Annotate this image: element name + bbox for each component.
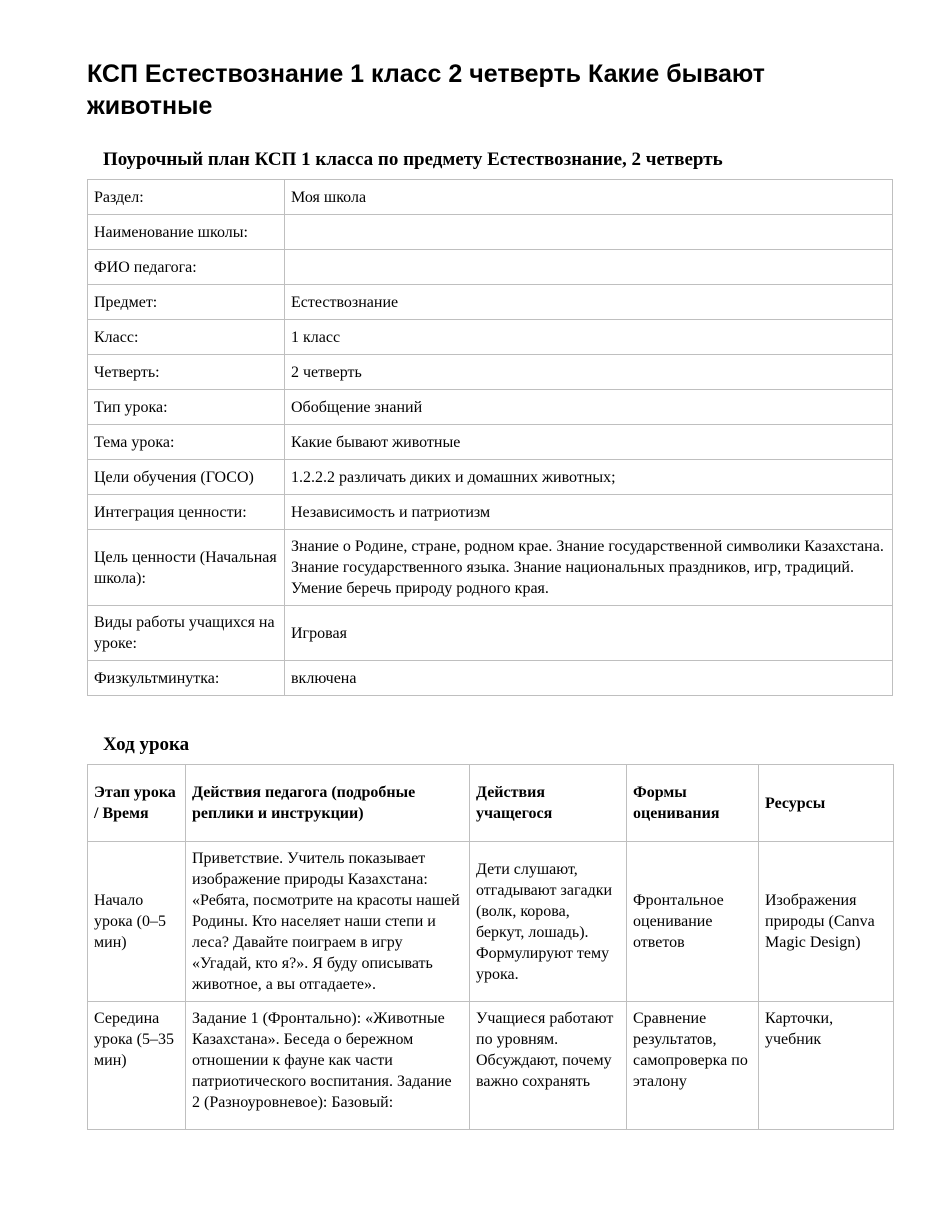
student-actions-cell: Дети слушают, отгадывают загадки (волк, корова, беркут, лошадь). Формулируют тему урока.: [470, 842, 627, 1002]
teacher-actions-cell: Задание 1 (Фронтально): «Животные Казахстана». Беседа о бережном отношении к фауне как части патриотического воспитания. Задание 2 (Разноуровневое): Базовый:: [186, 1002, 470, 1130]
page-title: КСП Естествознание 1 класс 2 четверть Какие бывают животные: [87, 60, 765, 120]
resources-cell: Изображения природы (Canva Magic Design): [759, 842, 894, 1002]
info-label: Раздел:: [88, 180, 285, 215]
info-value: Какие бывают животные: [285, 425, 893, 460]
info-row-grade: [88, 320, 893, 355]
info-label: Цели обучения (ГОСО): [88, 460, 285, 495]
info-row-subject: [88, 285, 893, 320]
stage-cell: Середина урока (5–35 мин): [88, 1002, 186, 1130]
info-row-lesson-type: [88, 390, 893, 425]
info-value: Игровая: [285, 606, 893, 661]
info-value: включена: [285, 661, 893, 696]
resources-cell: Карточки, учебник: [759, 1002, 894, 1130]
info-row-exercise-break: [88, 661, 893, 696]
info-label: Тип урока:: [88, 390, 285, 425]
header-resources: Ресурсы: [759, 765, 894, 842]
info-label: ФИО педагога:: [88, 250, 285, 285]
header-assessment: Формы оценивания: [627, 765, 759, 842]
info-row-topic: [88, 425, 893, 460]
info-value: 2 четверть: [285, 355, 893, 390]
info-label: Предмет:: [88, 285, 285, 320]
info-value: [285, 250, 893, 285]
info-label: Тема урока:: [88, 425, 285, 460]
info-label: Интеграция ценности:: [88, 495, 285, 530]
flow-row-middle: [88, 1002, 894, 1130]
info-row-value-goal: [88, 530, 893, 606]
info-row-section: [88, 180, 893, 215]
info-label: Цель ценности (Начальная школа):: [88, 530, 285, 606]
info-row-teacher: [88, 250, 893, 285]
info-row-value-integration: [88, 495, 893, 530]
info-label: Физкультминутка:: [88, 661, 285, 696]
plan-heading: Поурочный план КСП 1 класса по предмету Естествознание, 2 четверть: [103, 149, 723, 170]
lesson-info-table: [87, 179, 893, 696]
lesson-flow-table: [87, 764, 894, 1130]
flow-header-row: [88, 765, 894, 842]
info-value: 1.2.2.2 различать диких и домашних животных;: [285, 460, 893, 495]
info-value: Моя школа: [285, 180, 893, 215]
info-value: Естествознание: [285, 285, 893, 320]
student-actions-cell: Учащиеся работают по уровням. Обсуждают, почему важно сохранять: [470, 1002, 627, 1130]
flow-row-beginning: [88, 842, 894, 1002]
info-row-work-types: [88, 606, 893, 661]
lesson-flow-heading: Ход урока: [103, 734, 190, 755]
info-value: Независимость и патриотизм: [285, 495, 893, 530]
info-label: Виды работы учащихся на уроке:: [88, 606, 285, 661]
stage-cell: Начало урока (0–5 мин): [88, 842, 186, 1002]
assessment-cell: Сравнение результатов, самопроверка по эталону: [627, 1002, 759, 1130]
info-row-school: [88, 215, 893, 250]
assessment-cell: Фронтальное оценивание ответов: [627, 842, 759, 1002]
info-row-quarter: [88, 355, 893, 390]
teacher-actions-cell: Приветствие. Учитель показывает изображение природы Казахстана: «Ребята, посмотрите на красоты нашей Родины. Кто населяет наши степи и леса? Давайте поиграем в игру «Угадай, кто я?». Я буду описывать животное, а вы отгадаете».: [186, 842, 470, 1002]
header-stage: Этап урока / Время: [88, 765, 186, 842]
info-label: Наименование школы:: [88, 215, 285, 250]
info-value: Знание о Родине, стране, родном крае. Знание государственной символики Казахстана. Знание государственного языка. Знание национальных праздников, игр, традиций. Умение беречь природу родного края.: [285, 530, 893, 606]
info-value: 1 класс: [285, 320, 893, 355]
info-value: Обобщение знаний: [285, 390, 893, 425]
info-label: Четверть:: [88, 355, 285, 390]
header-student-actions: Действия учащегося: [470, 765, 627, 842]
info-label: Класс:: [88, 320, 285, 355]
header-teacher-actions: Действия педагога (подробные реплики и инструкции): [186, 765, 470, 842]
info-row-goals: [88, 460, 893, 495]
info-value: [285, 215, 893, 250]
